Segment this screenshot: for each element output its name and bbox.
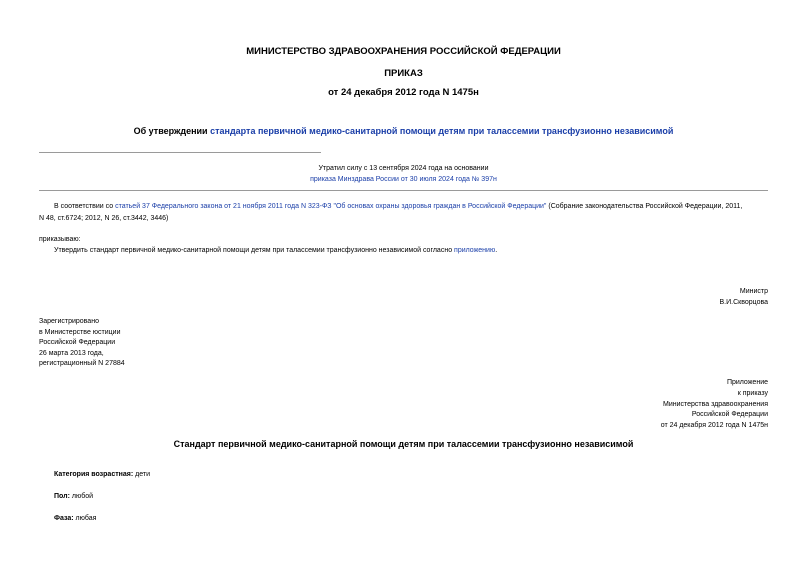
field-label: Пол: xyxy=(54,493,70,500)
appendix-link[interactable]: приложению xyxy=(454,247,496,254)
order-approve-paragraph xyxy=(54,246,497,256)
divider-short xyxy=(39,152,321,153)
appendix-line: Министерства здравоохранения xyxy=(663,400,768,408)
ministry-heading: МИНИСТЕРСТВО ЗДРАВООХРАНЕНИЯ РОССИЙСКОЙ ФЕДЕРАЦИИ xyxy=(246,46,561,57)
preamble-prefix: В соответствии со xyxy=(54,203,116,210)
appendix-line: Российской Федерации xyxy=(691,411,768,419)
doc-type-heading: ПРИКАЗ xyxy=(384,68,423,79)
doc-date-number: от 24 декабря 2012 года N 1475н xyxy=(328,87,479,98)
registration-line: в Министерстве юстиции xyxy=(39,328,121,336)
field-label: Категория возрастная: xyxy=(54,471,134,478)
signature-block xyxy=(720,286,769,308)
order-prikazyvayu: приказываю: xyxy=(39,236,81,243)
document-title xyxy=(0,126,807,136)
registration-line: 26 марта 2013 года, xyxy=(39,349,104,357)
field-value: любая xyxy=(73,515,97,522)
registration-block xyxy=(39,317,125,370)
field-age-category xyxy=(54,470,150,480)
repeal-order-link[interactable]: приказа Минздрава России от 30 июля 2024 года № 397н xyxy=(310,176,497,183)
field-value: дети xyxy=(133,471,150,478)
appendix-line: к приказу xyxy=(737,389,768,397)
approve-suffix: . xyxy=(495,247,498,254)
field-phase xyxy=(54,514,96,524)
field-value: любой xyxy=(69,493,94,500)
signature-position: Министр xyxy=(739,288,768,295)
preamble-paragraph xyxy=(39,202,774,224)
approve-text: Утвердить стандарт первичной медико-санитарной помощи детям при талассемии трансфузионно независимой согласно xyxy=(54,247,455,254)
appendix-line: Приложение xyxy=(726,379,768,386)
preamble-line2: N 48, ст.6724; 2012, N 26, ст.3442, 3446) xyxy=(39,215,169,222)
field-sex xyxy=(54,492,93,502)
federal-law-link[interactable]: статьей 37 Федерального закона от 21 ноября 2011 года N 323-ФЗ "Об основах охраны здоровья граждан в Российской Федерации" xyxy=(115,203,547,210)
preamble-suffix: (Собрание законодательства Российской Федерации, 2011, xyxy=(546,203,743,210)
appendix-block xyxy=(661,378,768,432)
registration-line: регистрационный N 27884 xyxy=(39,360,125,368)
standard-title: Стандарт первичной медико-санитарной помощи детям при талассемии трансфузионно независимой xyxy=(173,439,634,449)
registration-line: Зарегистрировано xyxy=(39,318,99,325)
signature-name: В.И.Скворцова xyxy=(719,299,768,306)
registration-line: Российской Федерации xyxy=(39,339,116,347)
field-label: Фаза: xyxy=(54,515,74,522)
repeal-notice xyxy=(39,164,768,185)
divider-full xyxy=(39,190,768,191)
appendix-line: от 24 декабря 2012 года N 1475н xyxy=(660,422,768,430)
repeal-notice-text: Утратил силу с 13 сентября 2024 года на основании xyxy=(318,165,489,172)
title-standard-link[interactable]: стандарта первичной медико-санитарной помощи детям при талассемии трансфузионно независимой xyxy=(210,126,674,136)
title-prefix: Об утверждении xyxy=(133,126,211,136)
